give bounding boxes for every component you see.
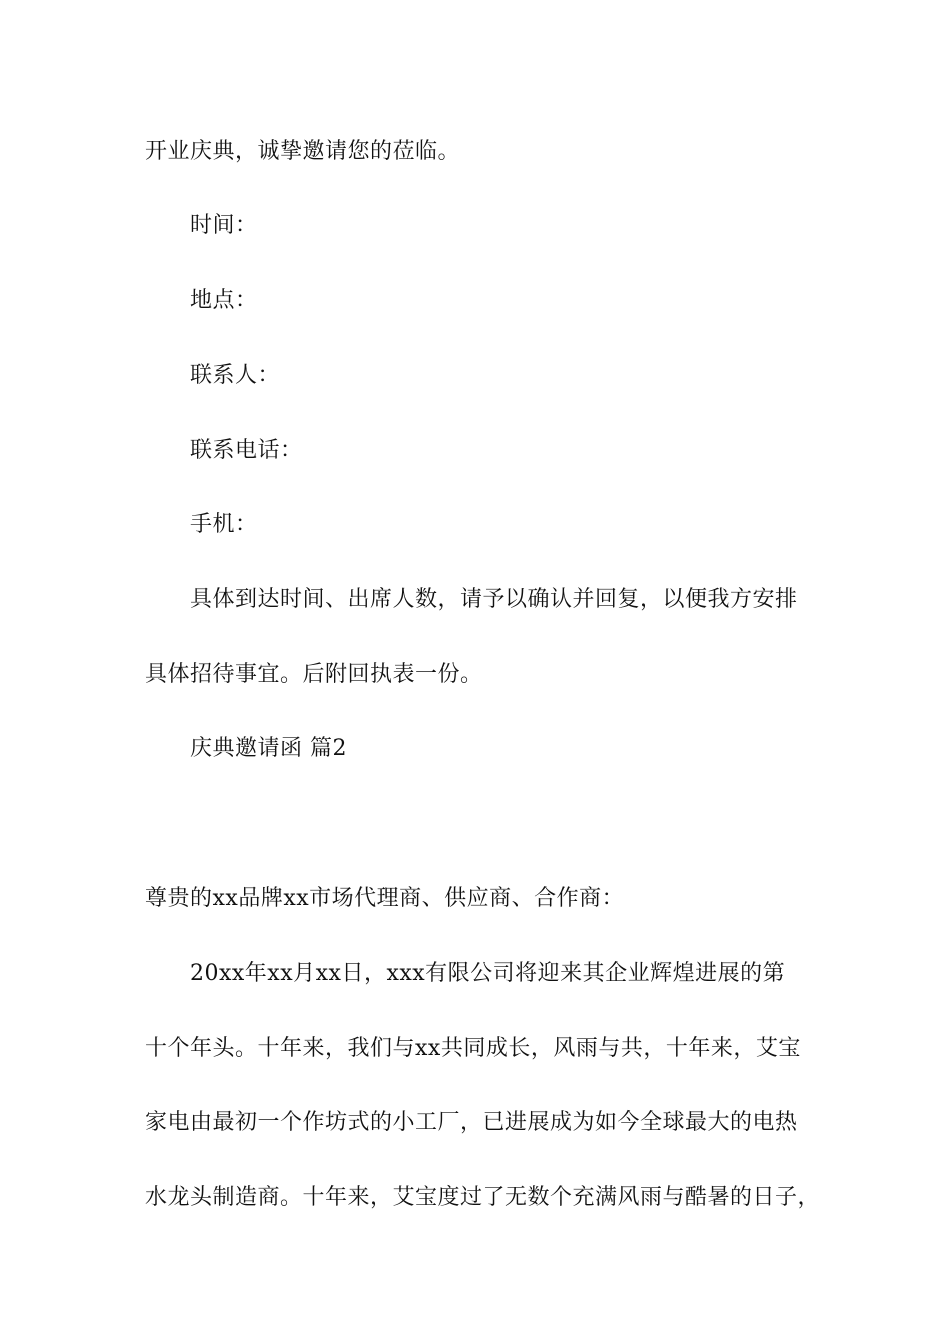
field-contact-label: 联系人： [190,363,281,388]
salutation: 尊贵的xx品牌xx市场代理商、供应商、合作商： [145,886,625,911]
body-text-line: 具体到达时间、出席人数，请予以确认并回复，以便我方安排 [190,587,798,612]
body-text-line: 具体招待事宜。后附回执表一份。 [145,662,483,687]
body-text-line: 家电由最初一个作坊式的小工厂，已进展成为如今全球最大的电热 [145,1110,798,1135]
field-location-label: 地点： [190,288,258,313]
body-text-line: 水龙头制造商。十年来，艾宝度过了无数个充满风雨与酷暑的日子， [145,1185,821,1210]
body-text-line: 开业庆典，诚挚邀请您的莅临。 [145,139,461,164]
body-text-line: 十个年头。十年来，我们与xx共同成长，风雨与共，十年来，艾宝 [145,1036,801,1061]
field-mobile-label: 手机： [190,512,258,537]
field-time-label: 时间： [190,213,258,238]
field-phone-label: 联系电话： [190,438,303,463]
section-heading: 庆典邀请函 篇2 [190,736,347,761]
body-text-line: 20xx年xx月xx日，xxx有限公司将迎来其企业辉煌进展的第 [190,961,786,986]
